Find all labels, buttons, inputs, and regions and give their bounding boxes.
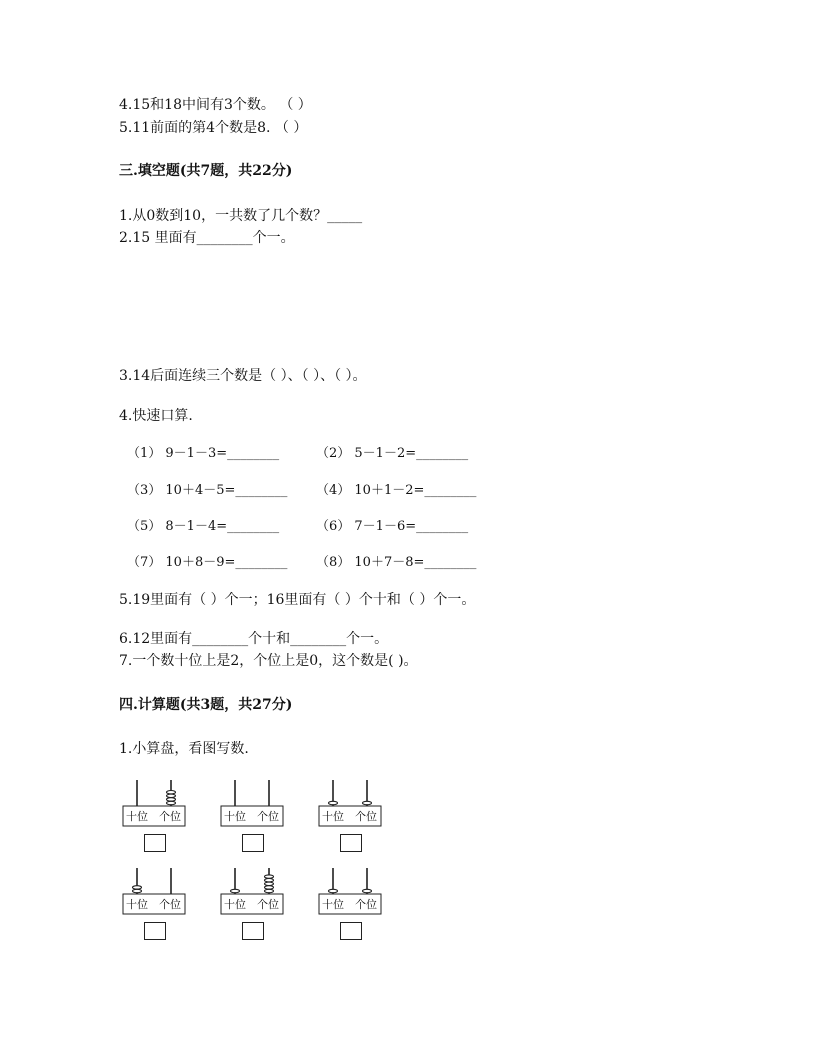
tens-label: 十位	[126, 898, 148, 911]
fill-question-6: 6.12里面有________个十和________个一。	[119, 631, 389, 647]
calc-item-3: （3） 10＋4－5=________	[127, 483, 288, 498]
calc-item-5: （5） 8－1－4=________	[127, 519, 280, 534]
tens-label: 十位	[224, 898, 246, 911]
ones-bead	[363, 889, 372, 892]
answer-box-1[interactable]	[144, 834, 166, 852]
ones-label: 个位	[257, 810, 279, 823]
ones-label: 个位	[159, 810, 181, 823]
calc-item-2: （2） 5－1－2=________	[316, 446, 469, 461]
ones-bead	[363, 801, 372, 804]
ones-bead	[167, 794, 176, 797]
tens-bead	[329, 801, 338, 804]
calc-item-1: （1） 9－1－3=________	[127, 446, 280, 461]
tens-label: 十位	[322, 810, 344, 823]
abacus-drawing	[217, 778, 287, 830]
ones-label: 个位	[159, 898, 181, 911]
ones-label: 个位	[257, 898, 279, 911]
section-4-title: 四.计算题(共3题，共27分)	[119, 697, 293, 713]
calc-item-7: （7） 10＋8－9=________	[127, 555, 288, 570]
tens-bead	[329, 889, 338, 892]
answer-box-2[interactable]	[242, 834, 264, 852]
calc-item-8: （8） 10＋7－8=________	[316, 555, 477, 570]
section-3-title: 三.填空题(共7题，共22分)	[119, 163, 293, 179]
judgement-question-5: 5.11前面的第4个数是8. （ ）	[119, 120, 308, 136]
tens-label: 十位	[224, 810, 246, 823]
fill-question-3: 3.14后面连续三个数是（ ）、（ ）、（ ）。	[119, 368, 367, 384]
ones-bead	[265, 889, 274, 892]
fill-question-4: 4.快速口算.	[119, 408, 193, 424]
answer-box-3[interactable]	[340, 834, 362, 852]
abacus-drawing	[119, 866, 189, 918]
ones-label: 个位	[355, 898, 377, 911]
ones-bead	[265, 879, 274, 882]
tens-label: 十位	[126, 810, 148, 823]
fill-question-2: 2.15 里面有________个一。	[119, 230, 295, 246]
ones-bead	[265, 882, 274, 885]
fill-question-1: 1.从0数到10，一共数了几个数？_____	[119, 208, 363, 224]
ones-bead	[167, 798, 176, 801]
ones-label: 个位	[355, 810, 377, 823]
abacus-drawing	[315, 866, 385, 918]
tens-bead	[231, 889, 240, 892]
calc-item-6: （6） 7－1－6=________	[316, 519, 469, 534]
abacus-drawing	[315, 778, 385, 830]
calc-item-4: （4） 10＋1－2=________	[316, 483, 477, 498]
fill-question-5: 5.19里面有（ ）个一；16里面有（ ）个十和（ ）个一。	[119, 592, 476, 608]
ones-bead	[167, 801, 176, 804]
fill-question-7: 7.一个数十位上是2，个位上是0，这个数是( )。	[119, 653, 418, 669]
tens-label: 十位	[322, 898, 344, 911]
tens-bead	[133, 886, 142, 889]
ones-bead	[265, 886, 274, 889]
answer-box-4[interactable]	[144, 922, 166, 940]
answer-box-5[interactable]	[242, 922, 264, 940]
tens-bead	[133, 889, 142, 892]
abacus-drawing	[119, 778, 189, 830]
ones-bead	[265, 875, 274, 878]
abacus-drawing	[217, 866, 287, 918]
judgement-question-4: 4.15和18中间有3个数。 （ ）	[119, 97, 312, 113]
answer-box-6[interactable]	[340, 922, 362, 940]
calc-question-1: 1.小算盘，看图写数.	[119, 741, 249, 757]
ones-bead	[167, 791, 176, 794]
